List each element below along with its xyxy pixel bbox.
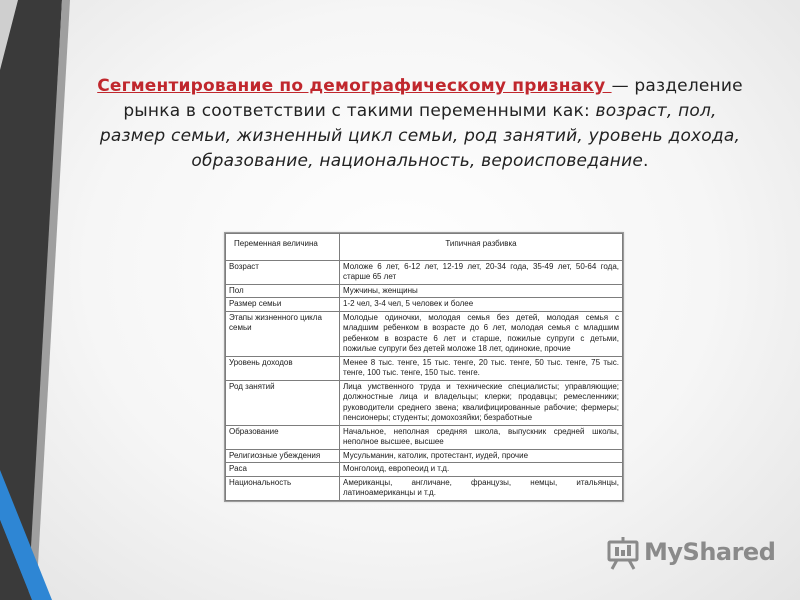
- variable-cell: Этапы жизненного цикла семьи: [226, 311, 340, 356]
- heading-end: .: [643, 151, 649, 171]
- table-row: [226, 260, 623, 284]
- breakdown-cell: Мужчины, женщины: [340, 284, 623, 298]
- variable-cell: Род занятий: [226, 380, 340, 425]
- breakdown-cell: Американцы, англичане, французы, немцы, итальянцы, латиноамериканцы и т.д.: [340, 476, 623, 500]
- table-row: [226, 356, 623, 380]
- table-row: [226, 284, 623, 298]
- breakdown-cell: Моложе 6 лет, 6-12 лет, 12-19 лет, 20-34 года, 35-49 лет, 50-64 года, старше 65 лет: [340, 260, 623, 284]
- presentation-board-icon: [606, 536, 640, 570]
- breakdown-cell: Начальное, неполная средняя школа, выпускник средней школы, неполное высшее, высшее: [340, 425, 623, 449]
- heading-text: — разделение рынка в соответствии с такими переменными как:: [123, 76, 743, 121]
- breakdown-cell: Мусульманин, католик, протестант, иудей, прочие: [340, 449, 623, 463]
- table-row: [226, 380, 623, 425]
- breakdown-cell: Лица умственного труда и технические специалисты; управляющие; должностные лица и владельцы; клерки; продавцы; ремесленники; руководители среднего звена; квалифицированные рабочие; фермеры; пенсионеры; студенты; домохозяйки; безработные: [340, 380, 623, 425]
- variable-cell: Раса: [226, 463, 340, 477]
- breakdown-cell: Монголоид, европеоид и т.д.: [340, 463, 623, 477]
- breakdown-cell: Молодые одиночки, молодая семья без детей, молодая семья с младшим ребенком в возрасте до 6 лет, молодая семья с младшим ребенком в возрасте 6 лет и старше, пожилые супруги с детьми, пожилые супруги без детей моложе 18 лет, одинокие, прочие: [340, 311, 623, 356]
- table-row: [226, 449, 623, 463]
- slide-heading: [90, 74, 750, 174]
- variable-cell: Национальность: [226, 476, 340, 500]
- breakdown-cell: Менее 8 тыс. тенге, 15 тыс. тенге, 20 тыс. тенге, 50 тыс. тенге, 75 тыс. тенге, 100 тыс. тенге, 150 тыс. тенге.: [340, 356, 623, 380]
- variable-cell: Возраст: [226, 260, 340, 284]
- header-breakdown: Типичная разбивка: [340, 234, 623, 261]
- variable-cell: Религиозные убеждения: [226, 449, 340, 463]
- segmentation-table-image: [224, 232, 624, 502]
- table-row: [226, 298, 623, 312]
- myshared-logo[interactable]: [606, 536, 776, 572]
- variable-cell: Уровень доходов: [226, 356, 340, 380]
- variable-cell: Размер семьи: [226, 298, 340, 312]
- breakdown-cell: 1-2 чел, 3-4 чел, 5 человек и более: [340, 298, 623, 312]
- table-row: [226, 476, 623, 500]
- table-row: [226, 311, 623, 356]
- table-header-row: [226, 234, 623, 261]
- heading-variable-list: возраст, пол, размер семьи, жизненный цикл семьи, род занятий, уровень дохода, образование, национальность, вероисповедание: [99, 101, 741, 171]
- logo-text: MyShared: [644, 538, 776, 566]
- variable-cell: Пол: [226, 284, 340, 298]
- table-row: [226, 425, 623, 449]
- header-variable: Переменная величина: [226, 234, 340, 261]
- table-row: [226, 463, 623, 477]
- heading-term: Сегментирование по демографическому признаку: [97, 76, 612, 96]
- variable-cell: Образование: [226, 425, 340, 449]
- segmentation-table: [225, 233, 623, 501]
